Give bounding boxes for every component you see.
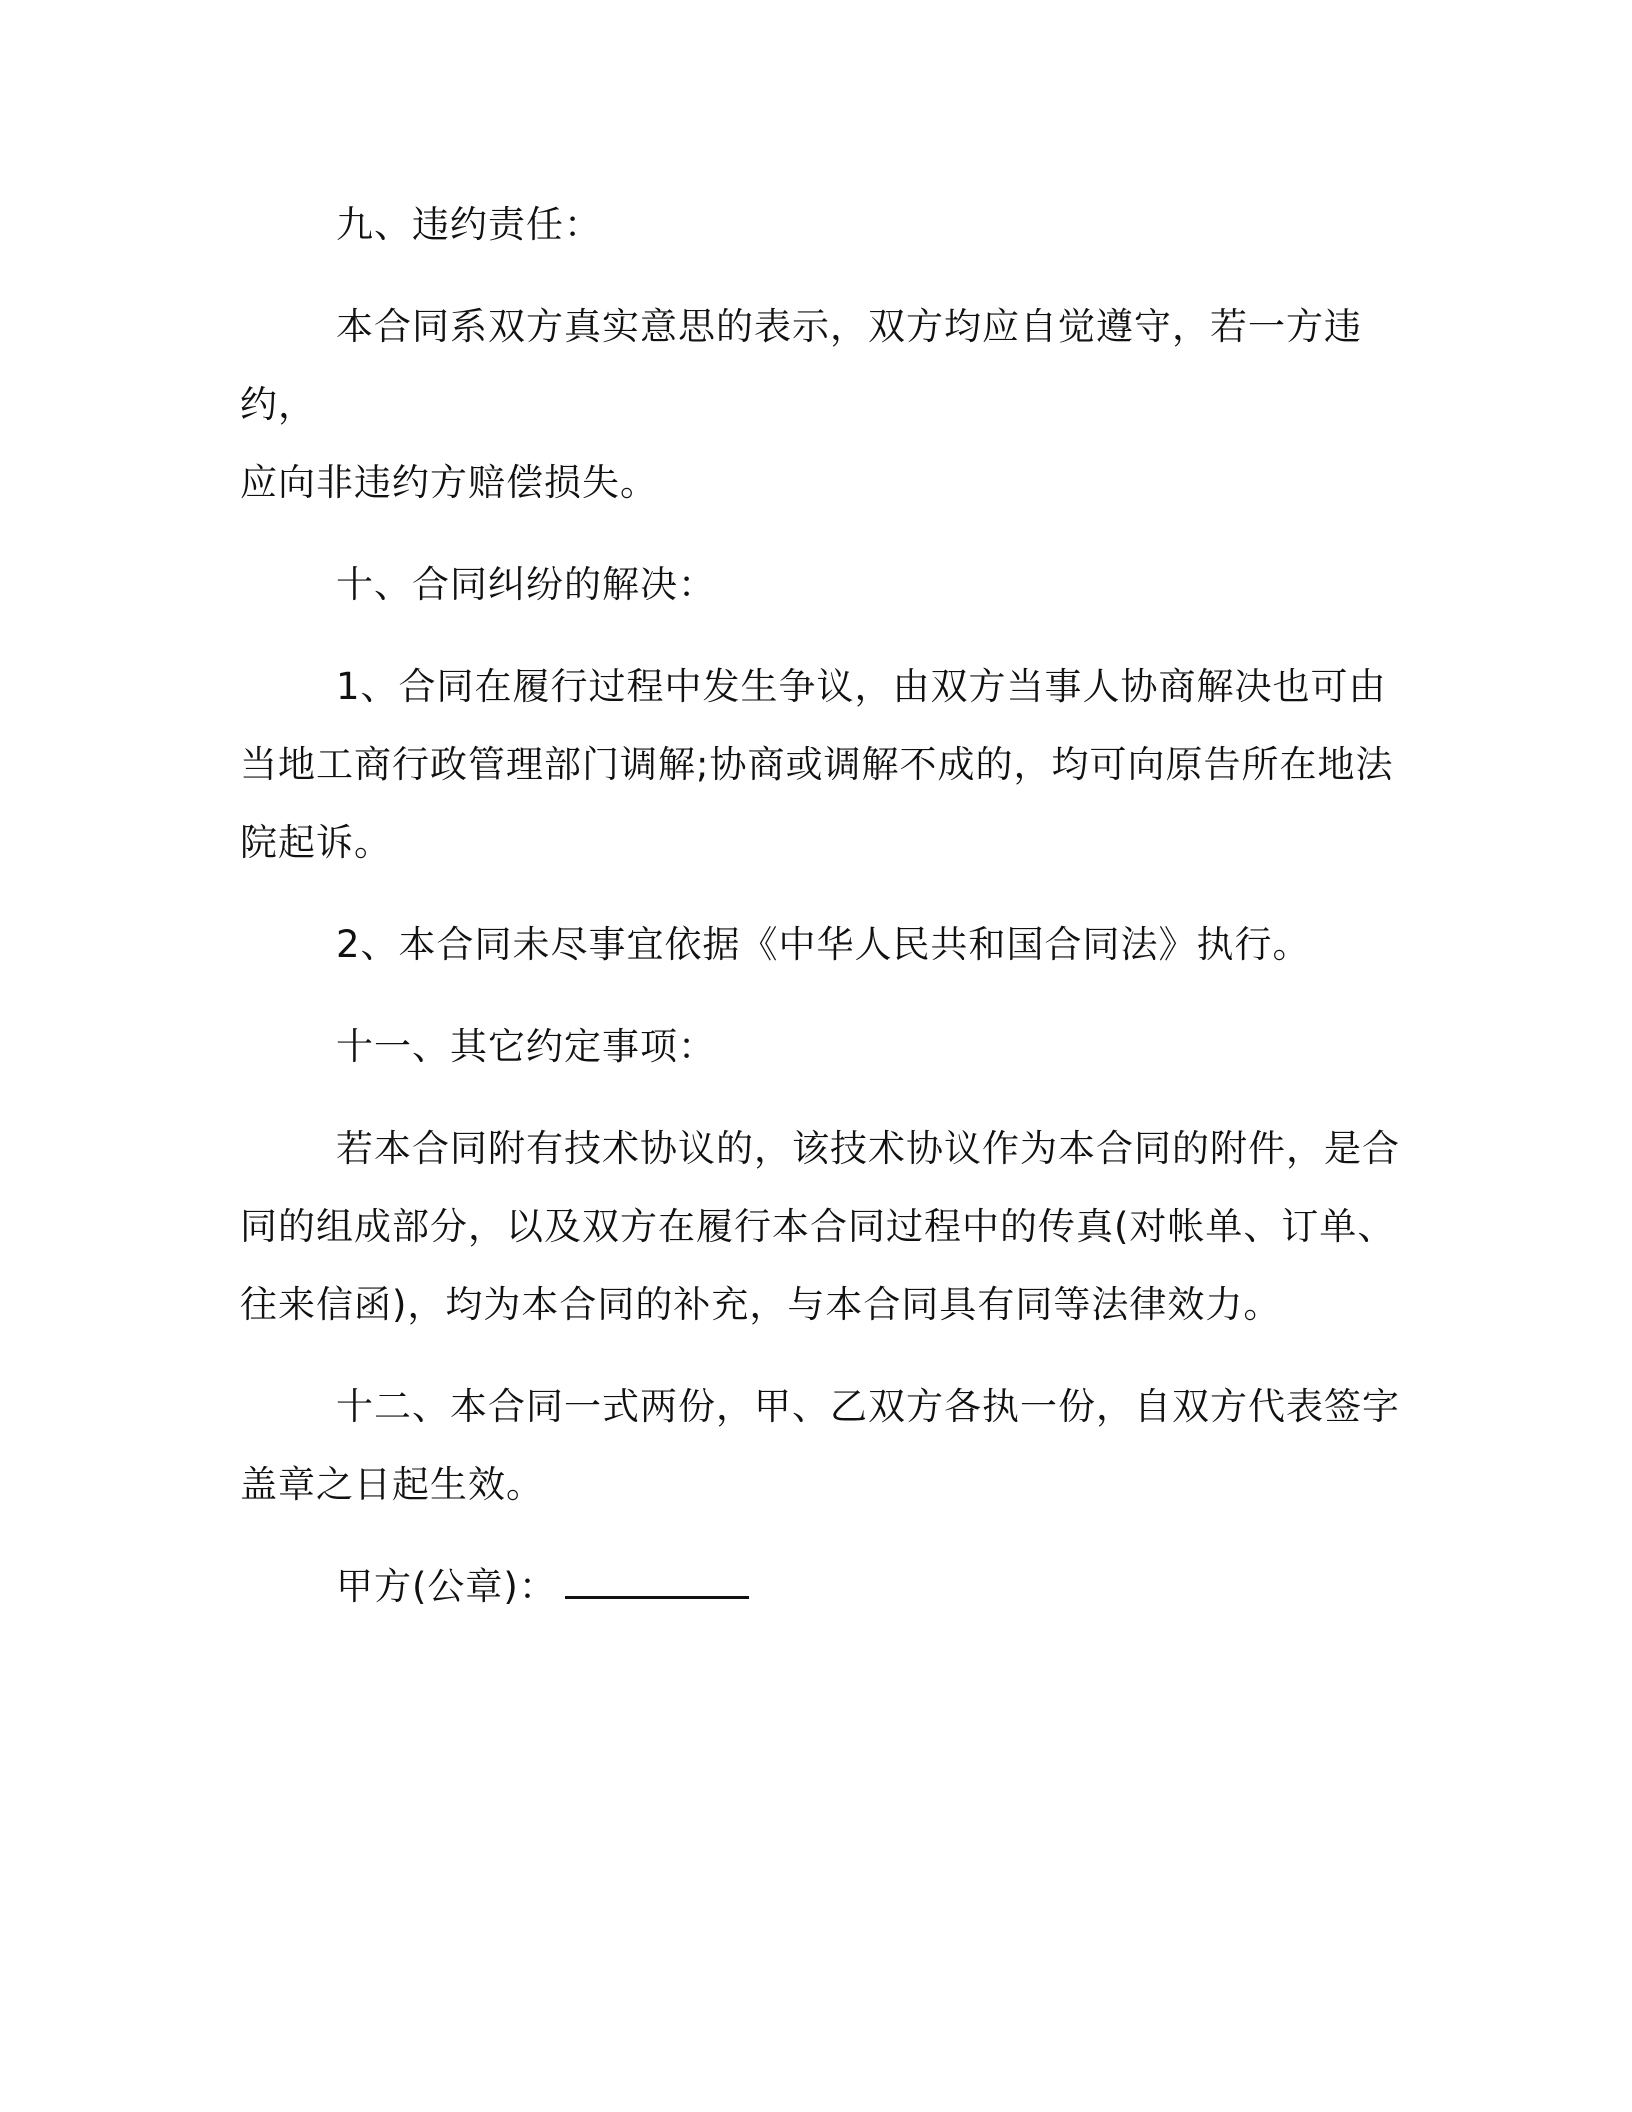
signature-label: 甲方(公章)： bbox=[336, 1565, 557, 1608]
section-heading-other-terms bbox=[240, 1008, 1400, 1086]
text-line: 1、合同在履行过程中发生争议，由双方当事人协商解决也可由 bbox=[336, 665, 1387, 708]
text-line: 本合同系双方真实意思的表示，双方均应自觉遵守，若一方违约， bbox=[240, 305, 1362, 426]
text-line: 同的组成部分，以及双方在履行本合同过程中的传真(对帐单、订单、 bbox=[240, 1205, 1396, 1248]
text-line: 2、本合同未尽事宜依据《中华人民共和国合同法》执行。 bbox=[336, 923, 1311, 966]
contract-body bbox=[240, 186, 1400, 1626]
text-line: 往来信函)，均为本合同的补充，与本合同具有同等法律效力。 bbox=[240, 1283, 1282, 1326]
signature-blank-line bbox=[565, 1566, 749, 1599]
signature-row bbox=[240, 1548, 1400, 1626]
text-line: 九、违约责任： bbox=[336, 203, 602, 246]
paragraph-copies-effectiveness bbox=[240, 1368, 1400, 1524]
text-line: 应向非违约方赔偿损失。 bbox=[240, 461, 658, 504]
paragraph-dispute-item-1 bbox=[240, 648, 1400, 882]
text-line: 院起诉。 bbox=[240, 821, 392, 864]
paragraph-other-terms bbox=[240, 1110, 1400, 1344]
paragraph-breach-liability bbox=[240, 288, 1400, 522]
text-line: 当地工商行政管理部门调解;协商或调解不成的，均可向原告所在地法 bbox=[240, 743, 1394, 786]
text-line: 十二、本合同一式两份，甲、乙双方各执一份，自双方代表签字 bbox=[336, 1385, 1400, 1428]
section-heading-breach-liability bbox=[240, 186, 1400, 264]
paragraph-dispute-item-2 bbox=[240, 906, 1400, 984]
text-line: 若本合同附有技术协议的，该技术协议作为本合同的附件，是合 bbox=[336, 1127, 1400, 1170]
text-line: 十、合同纠纷的解决： bbox=[336, 563, 716, 606]
text-line: 盖章之日起生效。 bbox=[240, 1463, 544, 1506]
text-line: 十一、其它约定事项： bbox=[336, 1025, 716, 1068]
section-heading-dispute-resolution bbox=[240, 546, 1400, 624]
signature-party-a bbox=[240, 1548, 1400, 1626]
